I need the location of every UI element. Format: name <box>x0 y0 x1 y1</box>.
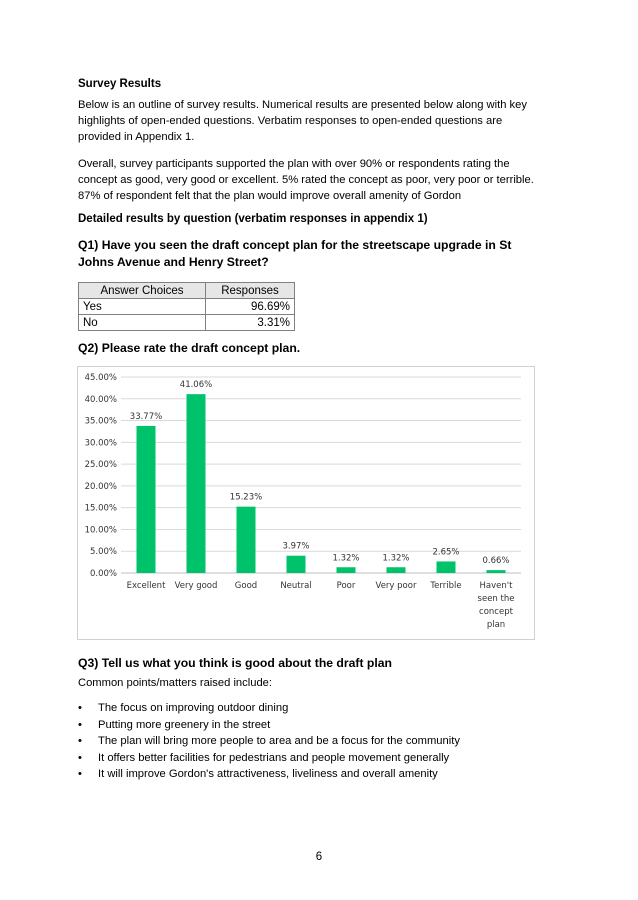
q2-title: Q2) Please rate the draft concept plan. <box>78 341 301 355</box>
table-cell-choice: No <box>79 315 206 331</box>
list-item-text: The focus on improving outdoor dining <box>98 702 289 714</box>
y-tick-label: 25.00% <box>84 460 117 471</box>
detailed-results-heading: Detailed results by question (verbatim responses in appendix 1) <box>78 213 428 225</box>
list-item <box>78 750 548 767</box>
table-header-cell: Answer Choices <box>79 283 206 299</box>
q3-title: Q3) Tell us what you think is good about the draft plan <box>78 656 392 670</box>
page-number: 6 <box>315 851 323 863</box>
table-row <box>79 299 295 315</box>
list-item <box>78 700 548 717</box>
list-item-text: It offers better facilities for pedestrians and people movement generally <box>98 751 450 764</box>
list-item <box>78 733 548 750</box>
bullet-icon: • <box>78 768 82 780</box>
data-label: 2.65% <box>432 547 460 558</box>
x-tick-label: Haven't seen the concept plan <box>477 581 515 630</box>
rating-bar-chart <box>78 367 534 639</box>
summary-paragraph: Overall, survey participants supported the plan with over 90% or respondents rating the concept as good, very good or excellent. 5% rated the concept as poor, very poor or terrible. 87% of respondent felt that the plan would improve overall amenity of Gordon <box>78 158 534 202</box>
x-tick-label: Poor <box>336 581 356 591</box>
x-tick-label: Good <box>234 581 258 591</box>
bar <box>387 567 406 573</box>
q3-lead: Common points/matters raised include: <box>78 677 273 689</box>
data-label: 1.32% <box>382 553 410 564</box>
data-label: 1.32% <box>332 553 360 564</box>
y-tick-label: 30.00% <box>84 438 117 449</box>
section-heading: Survey Results <box>78 78 162 90</box>
q3-points-list <box>78 700 548 783</box>
y-tick-label: 40.00% <box>84 394 117 405</box>
chart-frame <box>77 366 535 640</box>
bar <box>287 556 306 573</box>
bar <box>437 561 456 573</box>
data-label: 3.97% <box>282 541 310 552</box>
y-tick-label: 10.00% <box>84 525 117 536</box>
bullet-icon: • <box>78 735 82 747</box>
x-tick-label: Very poor <box>375 581 417 591</box>
bar <box>337 567 356 573</box>
y-tick-label: 35.00% <box>84 416 117 427</box>
list-item-text: It will improve Gordon's attractiveness, liveliness and overall amenity <box>98 768 438 780</box>
data-label: 33.77% <box>129 411 163 422</box>
y-tick-label: 45.00% <box>84 373 117 383</box>
list-item-text: The plan will bring more people to area and be a focus for the community <box>98 735 460 747</box>
x-tick-label: Excellent <box>126 581 166 591</box>
data-label: 15.23% <box>229 492 263 503</box>
x-tick-label: Very good <box>174 581 218 591</box>
y-tick-label: 20.00% <box>84 481 117 492</box>
table-cell-response: 3.31% <box>206 315 295 331</box>
table-header-row <box>79 283 295 299</box>
bar <box>237 507 256 573</box>
bar <box>187 394 206 573</box>
x-tick-label: Terrible <box>430 581 462 591</box>
data-label: 41.06% <box>179 380 213 391</box>
bullet-icon: • <box>78 702 82 714</box>
q1-table <box>78 282 295 331</box>
table-cell-choice: Yes <box>79 299 206 315</box>
bullet-icon: • <box>78 718 82 731</box>
intro-paragraph: Below is an outline of survey results. Numerical results are presented below along with key highlights of open-ended questions. Verbatim responses to open-ended questions are provided in Appendix 1. <box>78 99 527 143</box>
data-label: 0.66% <box>482 556 510 567</box>
bullet-icon: • <box>78 751 82 764</box>
y-tick-label: 0.00% <box>89 569 117 579</box>
bar <box>137 426 156 573</box>
bar <box>487 570 506 573</box>
list-item-text: Putting more greenery in the street <box>98 718 271 731</box>
table-row <box>79 315 295 331</box>
q1-title: Q1) Have you seen the draft concept plan for the streetscape upgrade in St Johns Avenue and Henry Street? <box>78 238 512 269</box>
x-tick-label: Neutral <box>280 581 312 591</box>
list-item <box>78 766 548 783</box>
list-item <box>78 717 548 734</box>
table-header-cell: Responses <box>206 283 295 299</box>
y-tick-label: 5.00% <box>89 547 117 558</box>
y-tick-label: 15.00% <box>84 503 117 514</box>
table-cell-response: 96.69% <box>206 299 295 315</box>
